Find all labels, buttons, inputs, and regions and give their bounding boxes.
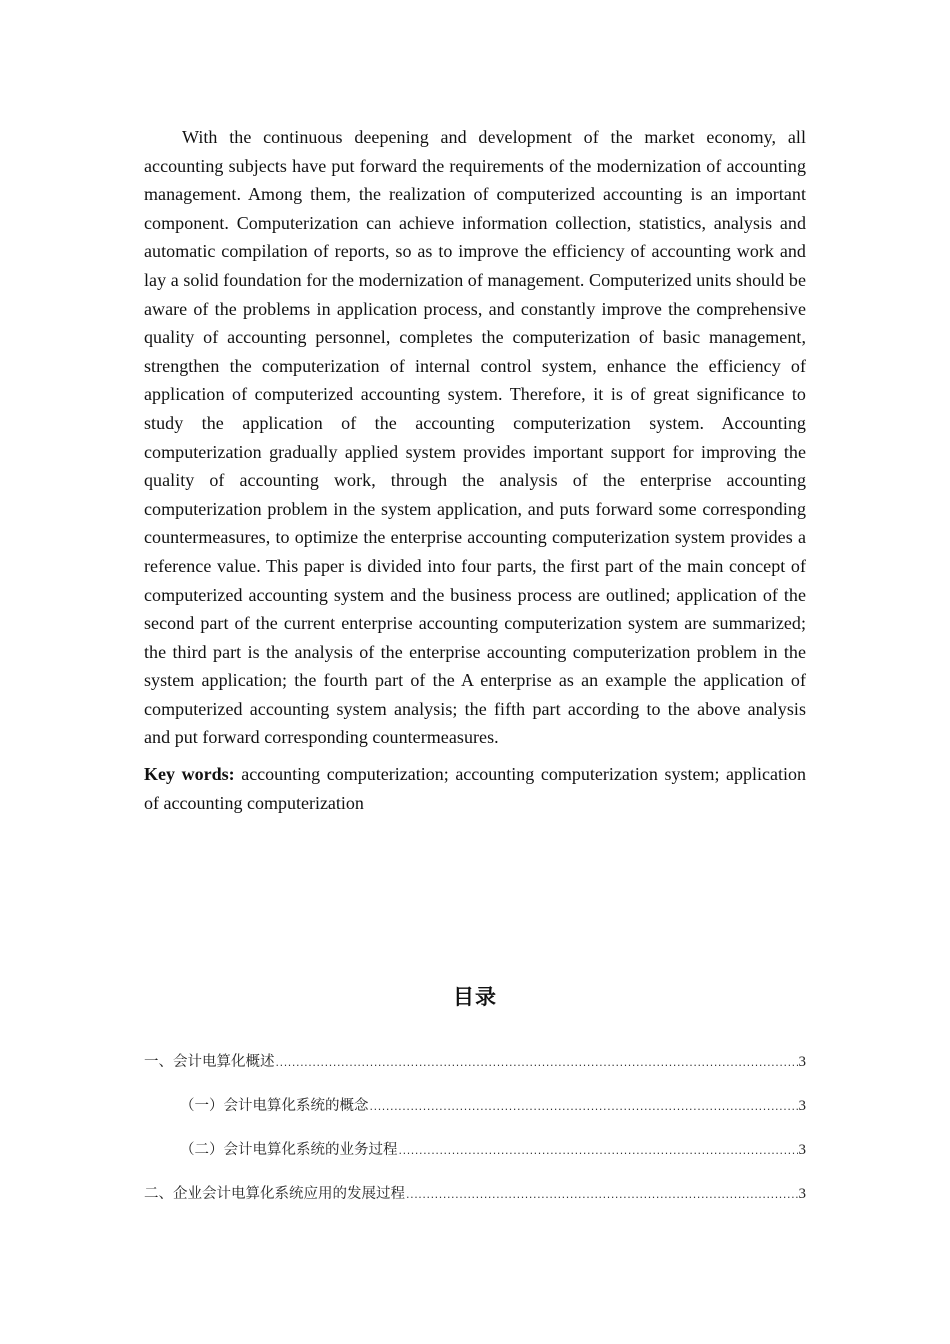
abstract-paragraph: With the continuous deepening and development of the market economy, all accounting subjects have put forward the requirements of the modernization of accounting management. Among them, the realization of computerized accounting is an important component. Computerization can achieve information collection, statistics, analysis and automatic compilation of reports, so as to improve the efficiency of accounting work and lay a solid foundation for the modernization of management. Computerized units should be aware of the problems in application process, and constantly improve the comprehensive quality of accounting personnel, completes the computerization of basic management, strengthen the computerization of internal control system, enhance the efficiency of application of computerized accounting system. Therefore, it is of great significance to study the application of the accounting computerization system. Accounting computerization gradually applied system provides important support for improving the quality of accounting work, through the analysis of the enterprise accounting computerization problem in the system application, and puts forward some corresponding countermeasures, to optimize the enterprise accounting computerization system provides a reference value. This paper is divided into four parts, the first part of the main concept of computerized accounting system and the business process are outlined; application of the second part of the current enterprise accounting computerization system are summarized; the third part is the analysis of the enterprise accounting computerization problem in the system application; the fourth part of the A enterprise as an example the application of computerized accounting system analysis; the fifth part according to the above analysis and put forward corresponding countermeasures. [144,127,806,748]
toc-title: 目录 [453,985,497,1009]
keywords-label: Key words: [144,764,235,785]
toc-leader-dots [406,1188,798,1201]
toc-leader-dots [276,1056,798,1069]
abstract-section [144,123,806,817]
keywords-paragraph [144,760,806,817]
toc-leader-dots [399,1144,798,1157]
toc-entry-page: 3 [798,1142,806,1158]
toc-entry-page: 3 [798,1098,806,1114]
toc-entry-label: （二）会计电算化系统的业务过程 [180,1142,398,1158]
toc-entry[interactable] [144,1050,806,1094]
toc-entry-label: 二、企业会计电算化系统应用的发展过程 [144,1186,405,1202]
toc-entry-page: 3 [798,1186,806,1202]
toc-leader-dots [370,1100,798,1113]
table-of-contents [144,1050,806,1226]
toc-entry[interactable] [144,1138,806,1182]
toc-entry[interactable] [144,1182,806,1226]
keywords-text: accounting computerization; accounting computerization system; application of accounting computerization [144,764,807,813]
toc-entry-label: （一）会计电算化系统的概念 [180,1098,369,1114]
toc-entry-page: 3 [798,1054,806,1070]
toc-entry[interactable] [144,1094,806,1138]
toc-entry-label: 一、会计电算化概述 [144,1054,275,1070]
